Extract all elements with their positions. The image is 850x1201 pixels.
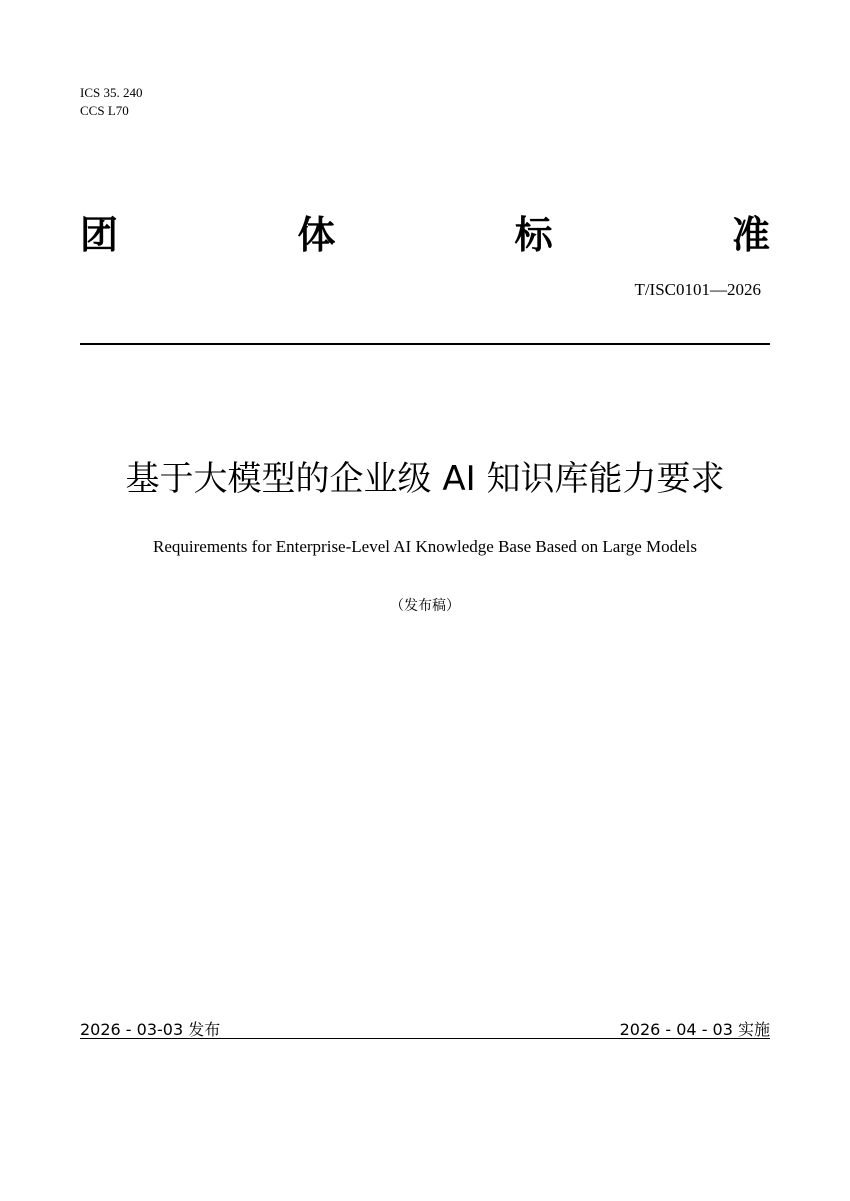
header-divider: [80, 343, 770, 345]
english-title: Requirements for Enterprise-Level AI Knowledge Base Based on Large Models: [153, 537, 697, 556]
publish-date: 2026 - 03-03 发布: [80, 1020, 221, 1039]
standard-type-char: 标: [514, 213, 553, 257]
ics-code: ICS 35. 240: [80, 85, 143, 100]
chinese-title: 基于大模型的企业级 AI 知识库能力要求: [125, 459, 725, 499]
standard-number: T/ISC0101—2026: [634, 280, 761, 299]
standard-type-char: 体: [297, 213, 336, 257]
draft-status: （发布稿）: [390, 598, 460, 614]
date-row: [80, 1018, 770, 1040]
implement-date: 2026 - 04 - 03 实施: [619, 1020, 770, 1039]
standard-type-char: 准: [731, 213, 770, 257]
standard-type-char: 团: [80, 213, 119, 257]
footer-divider: [80, 1038, 770, 1039]
standard-type-heading: [80, 210, 770, 260]
classification-codes: [80, 84, 142, 120]
ccs-code: CCS L70: [80, 103, 129, 118]
